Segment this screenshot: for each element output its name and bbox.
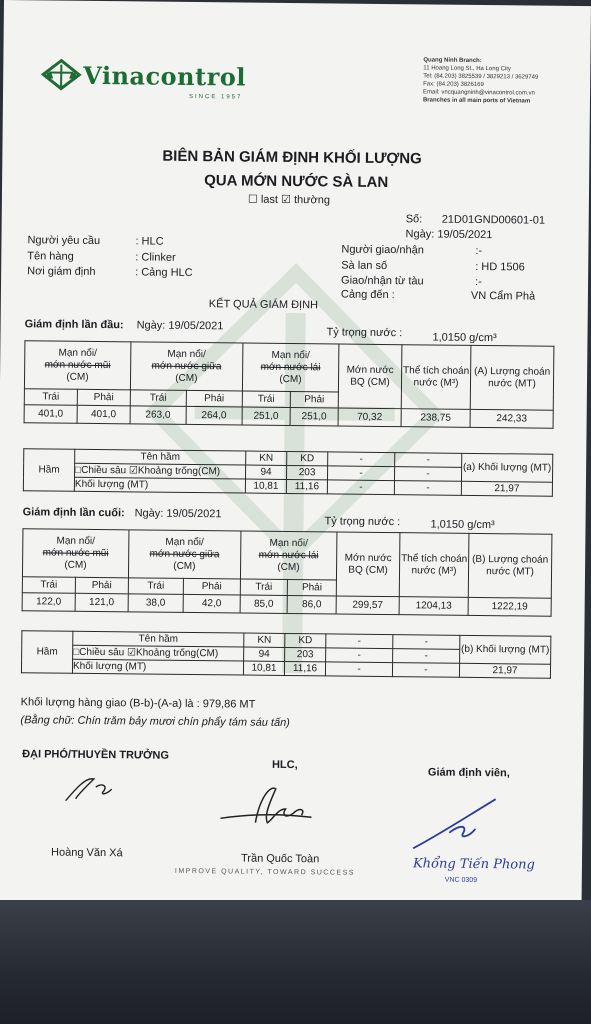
amount-in-words: (Bằng chữ: Chín trăm bảy mươi chín phẩy tám sáu tấn) <box>20 714 290 730</box>
dash-cell: - <box>393 649 460 664</box>
cell-value: 238,75 <box>401 409 470 428</box>
from-ship-label: Giao/nhận từ tàu <box>341 274 424 288</box>
cell-value: 42,0 <box>183 594 240 613</box>
hlc-signature <box>215 778 326 835</box>
cell-value: 251,0 <box>290 408 338 427</box>
cell-value: 86,0 <box>287 596 336 615</box>
first-draft-table <box>24 340 555 429</box>
last-survey-date: Ngày: 19/05/2021 <box>134 507 222 521</box>
dash-cell: - <box>327 480 394 495</box>
dash-cell: - <box>394 481 461 496</box>
normal-label: thường <box>293 194 331 207</box>
last-checkbox: ☐ <box>247 193 258 206</box>
mid-header: Mạn nổi/ mớn nước giữa (CM) <box>128 530 240 579</box>
dash-cell: - <box>393 635 460 650</box>
col-right: Phải <box>288 580 337 597</box>
report-date: Ngày: 19/05/2021 <box>405 228 493 242</box>
inspector-code: VNC 0309 <box>444 876 478 885</box>
dash-cell: - <box>325 662 392 677</box>
hold-result-value: 21,97 <box>461 481 552 496</box>
place-value: : Cảng HLC <box>135 266 193 279</box>
last-density-value: 1,0150 g/cm³ <box>430 518 495 532</box>
cargo-value: : Clinker <box>135 251 176 264</box>
volume-header: Thể tích choán nước (M³) <box>401 345 471 410</box>
inspector-signature <box>409 794 520 855</box>
mass-row-label: Khối lượng (MT) <box>74 477 245 493</box>
dash-cell: - <box>392 663 459 678</box>
place-label: Nơi giám định <box>27 265 96 278</box>
col-left: Trái <box>240 579 288 595</box>
scale-logo-icon <box>39 58 83 90</box>
report-number-label: Số: <box>405 213 423 226</box>
cell-value: 251,0 <box>242 407 290 426</box>
delivered-mass: Khối lượng hàng giao (B-b)-(A-a) là : 979,86 MT <box>20 696 256 711</box>
captain-name: Hoàng Văn Xá <box>51 846 123 860</box>
col-left: Trái <box>242 391 290 408</box>
consignee-value: :- <box>475 244 483 258</box>
inspector-name: Khổng Tiến Phong <box>412 856 535 873</box>
hold-result-header: (a) Khối lượng (MT) <box>461 453 552 482</box>
col-left: Trái <box>24 389 77 406</box>
dash-cell: - <box>326 648 393 663</box>
branch-info <box>423 56 539 105</box>
since-label: SINCE 1957 <box>188 93 243 101</box>
requester-label: Người yêu cầu <box>27 234 101 248</box>
last-draft-table <box>22 528 553 617</box>
col-right: Phải <box>75 577 128 594</box>
avg-draft-header: Mớn nước BQ (CM) <box>338 344 402 409</box>
first-density-label: Tỷ trọng nước : <box>326 326 403 340</box>
depth-kd: 203 <box>286 465 327 479</box>
mass-kn: 10,81 <box>245 479 286 493</box>
from-ship-value: :- <box>475 275 482 289</box>
cell-value: 264,0 <box>186 406 242 425</box>
normal-checkbox: ☑ <box>280 193 291 207</box>
cell-value: 70,32 <box>338 408 401 427</box>
cell-value: 263,0 <box>130 406 186 425</box>
hold-label: Hầm <box>23 449 74 492</box>
kd-header: KD <box>287 451 328 465</box>
barge-label: Sà lan số <box>341 259 388 273</box>
kn-header: KN <box>244 633 285 647</box>
mass-kd: 11,16 <box>284 661 325 675</box>
destination-value: VN Cẩm Phả <box>470 289 536 303</box>
depth-row-label: □Chiều sâu ☑Khoảng trống(CM) <box>73 645 244 661</box>
bow-header: Mạn nổi/ mớn nước mũi (CM) <box>24 341 130 390</box>
cell-value: 121,0 <box>75 593 128 612</box>
vinacontrol-logo <box>39 58 246 92</box>
col-right: Phải <box>183 578 240 595</box>
bow-header: Mạn nổi/ mớn nước mũi (CM) <box>22 529 128 578</box>
hold-label: Hầm <box>21 631 72 674</box>
dash-cell: - <box>327 466 394 481</box>
col-right: Phải <box>290 392 338 409</box>
col-left: Trái <box>22 577 75 594</box>
hlc-name: Trần Quốc Toàn <box>240 852 320 866</box>
type-options <box>248 193 330 207</box>
branch-line: Branches in all main ports of Vietnam <box>422 97 531 105</box>
cell-value: 242,33 <box>470 409 553 428</box>
report-number: 21D01GND00601-01 <box>441 213 546 227</box>
col-right: Phải <box>186 390 242 407</box>
depth-kn: 94 <box>245 465 286 479</box>
hold-result-value: 21,97 <box>459 663 550 678</box>
result-title: KẾT QUẢ GIÁM ĐỊNH <box>208 298 319 312</box>
depth-kd: 203 <box>285 647 326 661</box>
cell-value: 1204,13 <box>399 597 468 616</box>
branch-line: 11 Hoang Long St., Ha Long City <box>423 65 511 73</box>
slogan: IMPROVE QUALITY, TOWARD SUCCESS <box>174 867 355 877</box>
mid-header: Mạn nổi/ mớn nước giữa (CM) <box>130 342 242 391</box>
barge-value: : HD 1506 <box>475 260 525 274</box>
first-hold-table <box>23 448 553 497</box>
dash-cell: - <box>394 467 461 482</box>
dash-cell: - <box>395 453 462 468</box>
displacement-header: (A) Lượng choán nước (MT) <box>470 345 554 410</box>
kd-header: KD <box>285 633 326 647</box>
depth-row-label: □Chiều sâu ☑Khoảng trống(CM) <box>75 463 246 479</box>
first-survey-date: Ngày: 19/05/2021 <box>136 319 224 333</box>
cell-value: 1222,19 <box>468 597 551 616</box>
hold-result-header: (b) Khối lượng (MT) <box>460 635 551 664</box>
branch-line: Email: vncquangninh@vinacontrol.com.vn <box>423 89 535 97</box>
branch-line: Quang Ninh Branch: <box>423 57 482 65</box>
avg-draft-header: Mớn nước BQ (CM) <box>336 532 400 597</box>
depth-kn: 94 <box>244 647 285 661</box>
last-label: last <box>260 193 279 206</box>
first-survey-label: Giám định lần đầu: <box>24 318 124 332</box>
destination-label: Cảng đến : <box>340 288 395 302</box>
hold-name-header: Tên hầm <box>75 449 246 465</box>
branch-line: Tel: (84.203) 3825539 / 3829213 / 3629749 <box>423 73 539 81</box>
mass-kd: 11,16 <box>286 479 327 493</box>
dash-cell: - <box>328 452 395 467</box>
captain-title: ĐẠI PHÓ/THUYỀN TRƯỞNG <box>22 748 170 762</box>
company-name: Vinacontrol <box>83 60 247 92</box>
requester-value: : HLC <box>135 235 164 248</box>
cell-value: 401,0 <box>24 405 77 424</box>
mass-row-label: Khối lượng (MT) <box>72 659 243 675</box>
aft-header: Mạn nổi/ mớn nước lái (CM) <box>242 343 339 392</box>
kn-header: KN <box>246 451 287 465</box>
cell-value: 85,0 <box>240 595 288 613</box>
dash-cell: - <box>326 634 393 649</box>
hold-name-header: Tên hầm <box>73 631 244 647</box>
background-fabric <box>0 900 591 1024</box>
col-left: Trái <box>130 390 186 407</box>
last-density-label: Tỷ trọng nước : <box>324 515 401 529</box>
last-hold-table <box>21 630 551 679</box>
cell-value: 299,57 <box>336 596 399 615</box>
doc-title-line1: BIÊN BẢN GIÁM ĐỊNH KHỐI LƯỢNG <box>162 147 422 168</box>
volume-header: Thể tích choán nước (M³) <box>399 533 469 598</box>
first-density-value: 1,0150 g/cm³ <box>432 331 497 345</box>
last-survey-label: Giám định lần cuối: <box>22 506 125 520</box>
cell-value: 122,0 <box>22 593 75 612</box>
inspector-title: Giám định viên, <box>427 766 510 780</box>
cell-value: 401,0 <box>77 405 130 424</box>
aft-header: Mạn nổi/ mớn nước lái (CM) <box>240 531 337 580</box>
mass-kn: 10,81 <box>243 661 284 675</box>
col-right: Phải <box>77 389 130 406</box>
doc-title-line2: QUA MỚN NƯỚC SÀ LAN <box>204 172 389 192</box>
hlc-title: HLC, <box>271 758 298 772</box>
displacement-header: (B) Lượng choán nước (MT) <box>468 533 552 598</box>
branch-line: Fax: (84.203) 3826169 <box>423 81 484 89</box>
captain-signature <box>56 769 126 810</box>
consignee-label: Người giao/nhận <box>341 243 424 257</box>
col-left: Trái <box>128 578 183 595</box>
cell-value: 38,0 <box>128 594 183 613</box>
cargo-label: Tên hàng <box>27 250 74 263</box>
